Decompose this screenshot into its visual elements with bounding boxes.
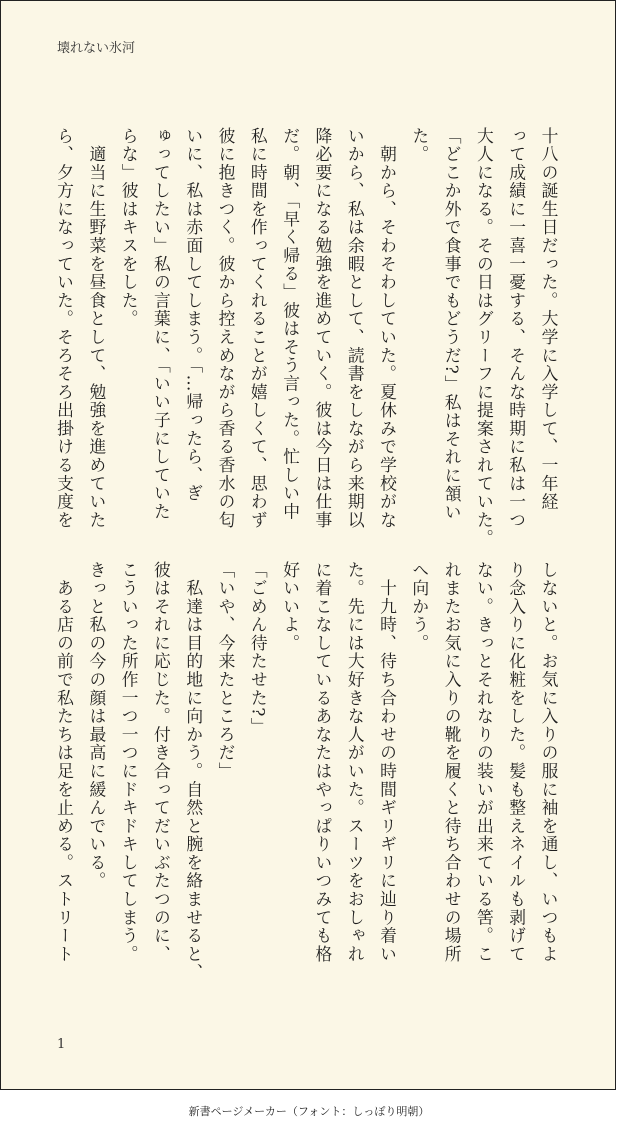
text-line: きっと私の今の顔は最高に緩んでいる。 <box>86 561 107 891</box>
text-line: 降必要になる勉強を進めていく。彼は今日は仕事 <box>312 127 333 530</box>
text-line: 大人になる。その日はグリーフに提案されていた。 <box>474 127 495 548</box>
text-line: ゅってしたい」私の言葉に、「いい子にしていた <box>151 127 172 521</box>
text-line: 「ごめん待たせた?」 <box>248 561 269 737</box>
vertical-text-block-upper <box>45 127 565 548</box>
page-number: 1 <box>57 1037 66 1052</box>
text-line: た。 <box>409 127 430 164</box>
text-line: 彼はそれに応じた。付き合ってだいぶたつのに、 <box>151 561 172 964</box>
text-line: って成績に一喜一憂する、そんな時期に私は一つ <box>506 127 527 530</box>
page-title: 壊れない氷河 <box>57 41 136 56</box>
text-line: 「どこか外で食事でもどうだ?」私はそれに頷い <box>442 127 463 522</box>
text-line: だ。朝、「早く帰る」彼はそう言った。忙しい中 <box>280 127 301 521</box>
text-line: 私達は目的地に向かう。自然と腕を絡ませると、 <box>183 561 204 982</box>
text-line: らな」彼はキスをした。 <box>119 127 140 329</box>
footer-caption: 新書ページメーカー（フォント：しっぽり明朝） <box>188 1105 430 1118</box>
text-line: 朝から、そわそわしていた。夏休みで学校がな <box>377 127 398 530</box>
text-line: ら、夕方になっていた。そろそろ出掛ける支度を <box>54 127 75 530</box>
text-line: 好いいよ。 <box>280 561 301 653</box>
text-line: に着こなしているあなたはやっぱりいつみても格 <box>312 561 333 964</box>
text-line: いに、私は赤面してしまう。「…帰ったら、ぎ <box>183 127 204 503</box>
text-line: へ向かう。 <box>409 561 430 653</box>
vertical-text-block-lower <box>45 561 565 981</box>
text-line: た。先には大好きな人がいた。スーツをおしゃれ <box>345 561 366 964</box>
text-line: 彼に抱きつく。彼から控えめながら香る香水の匂 <box>216 127 237 530</box>
text-line: ある店の前で私たちは足を止める。ストリート <box>54 561 75 964</box>
text-line: こういった所作一つ一つにドキドキしてしまう。 <box>119 561 140 964</box>
text-line: 適当に生野菜を昼食として、勉強を進めていた <box>86 127 107 530</box>
text-line: ない。きっとそれなりの装いが出来ている筈。こ <box>474 561 495 964</box>
text-line: 私に時間を作ってくれることが嬉しくて、思わず <box>248 127 269 530</box>
text-line: れまたお気に入りの靴を履くと待ち合わせの場所 <box>442 561 463 964</box>
text-line: 十九時、待ち合わせの時間ギリギリに辿り着い <box>377 561 398 964</box>
text-line: いから、私は余暇として、読書をしながら来期以 <box>345 127 366 530</box>
text-line: り念入りに化粧をした。髪も整えネイルも剥げて <box>506 561 527 964</box>
text-line: 「いや、今来たところだ」 <box>216 561 237 781</box>
text-line: しないと。お気に入りの服に袖を通し、いつもよ <box>539 561 559 964</box>
text-line: 十八の誕生日だった。大学に入学して、一年経 <box>539 127 559 512</box>
